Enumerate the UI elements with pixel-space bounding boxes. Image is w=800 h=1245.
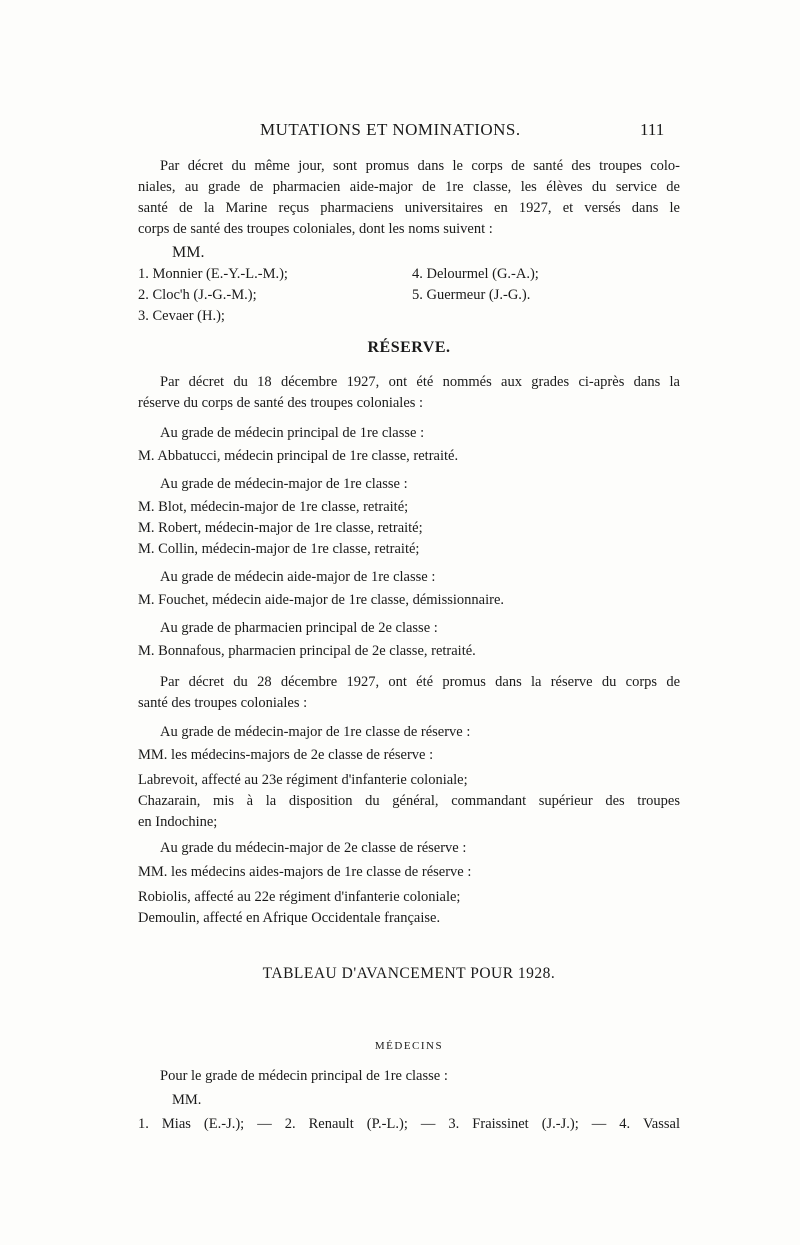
appointment-entry: M. Collin, médecin-major de 1re classe, retraité; bbox=[138, 541, 420, 557]
appointment-entry: Labrevoit, affecté au 23e régiment d'infanterie coloniale; bbox=[138, 772, 468, 788]
appointment-entry: Demoulin, affecté en Afrique Occidentale française. bbox=[138, 910, 441, 926]
appointment-entry: M. Abbatucci, médecin principal de 1re classe, retraité. bbox=[138, 448, 459, 464]
grade-heading: Au grade de médecin-major de 1re classe de réserve : bbox=[160, 724, 471, 740]
grade-heading: Au grade de médecin principal de 1re classe : bbox=[160, 425, 425, 441]
decree-line: Par décret du 18 décembre 1927, ont été nommés aux grades ci-après dans la bbox=[160, 374, 680, 390]
section-heading-reserve: RÉSERVE. bbox=[367, 339, 451, 356]
grade-heading: Au grade de pharmacien principal de 2e classe : bbox=[160, 620, 438, 636]
page-number: 111 bbox=[640, 120, 665, 139]
section-heading-tableau: TABLEAU D'AVANCEMENT POUR 1928. bbox=[262, 965, 556, 982]
appointment-entry: M. Blot, médecin-major de 1re classe, retraité; bbox=[138, 499, 409, 515]
promotion-list: 1. Mias (E.-J.); — 2. Renault (P.-L.); — 3. Fraissinet (J.-J.); — 4. Vassal bbox=[138, 1116, 680, 1132]
grade-heading: Au grade de médecin aide-major de 1re classe : bbox=[160, 569, 436, 585]
appointment-entry: Chazarain, mis à la disposition du général, commandant supérieur des troupes bbox=[138, 793, 680, 809]
name-list-item: 5. Guermeur (J.-G.). bbox=[412, 287, 531, 303]
mm-label: MM. bbox=[172, 1092, 202, 1108]
sub-heading-medecins: MÉDECINS bbox=[374, 1040, 444, 1052]
intro-line: corps de santé des troupes coloniales, dont les noms suivent : bbox=[138, 221, 493, 237]
name-list-item: 2. Cloc'h (J.-G.-M.); bbox=[138, 287, 257, 303]
mm-label: MM. les médecins-majors de 2e classe de réserve : bbox=[138, 747, 434, 763]
appointment-entry: M. Fouchet, médecin aide-major de 1re classe, démissionnaire. bbox=[138, 592, 505, 608]
name-list-item: 1. Monnier (E.-Y.-L.-M.); bbox=[138, 266, 288, 282]
appointment-entry: M. Robert, médecin-major de 1re classe, retraité; bbox=[138, 520, 423, 536]
grade-heading: Au grade du médecin-major de 2e classe de réserve : bbox=[160, 840, 467, 856]
decree-line: santé des troupes coloniales : bbox=[138, 695, 308, 711]
intro-line: Par décret du même jour, sont promus dans le corps de santé des troupes colo- bbox=[160, 158, 680, 174]
grade-heading: Au grade de médecin-major de 1re classe : bbox=[160, 476, 408, 492]
intro-line: niales, au grade de pharmacien aide-major de 1re classe, les élèves du service de bbox=[138, 179, 680, 195]
mm-label: MM. bbox=[172, 244, 205, 261]
appointment-entry: M. Bonnafous, pharmacien principal de 2e classe, retraité. bbox=[138, 643, 476, 659]
appointment-entry: en Indochine; bbox=[138, 814, 218, 830]
intro-line: santé de la Marine reçus pharmaciens universitaires en 1927, et versés dans le bbox=[138, 200, 680, 216]
grade-heading: Pour le grade de médecin principal de 1re classe : bbox=[160, 1068, 448, 1084]
decree-line: réserve du corps de santé des troupes coloniales : bbox=[138, 395, 424, 411]
appointment-entry: Robiolis, affecté au 22e régiment d'infanterie coloniale; bbox=[138, 889, 461, 905]
name-list-item: 4. Delourmel (G.-A.); bbox=[412, 266, 539, 282]
decree-line: Par décret du 28 décembre 1927, ont été promus dans la réserve du corps de bbox=[160, 674, 680, 690]
running-header-title: MUTATIONS ET NOMINATIONS. bbox=[260, 120, 521, 139]
mm-label: MM. les médecins aides-majors de 1re classe de réserve : bbox=[138, 864, 472, 880]
name-list-item: 3. Cevaer (H.); bbox=[138, 308, 225, 324]
